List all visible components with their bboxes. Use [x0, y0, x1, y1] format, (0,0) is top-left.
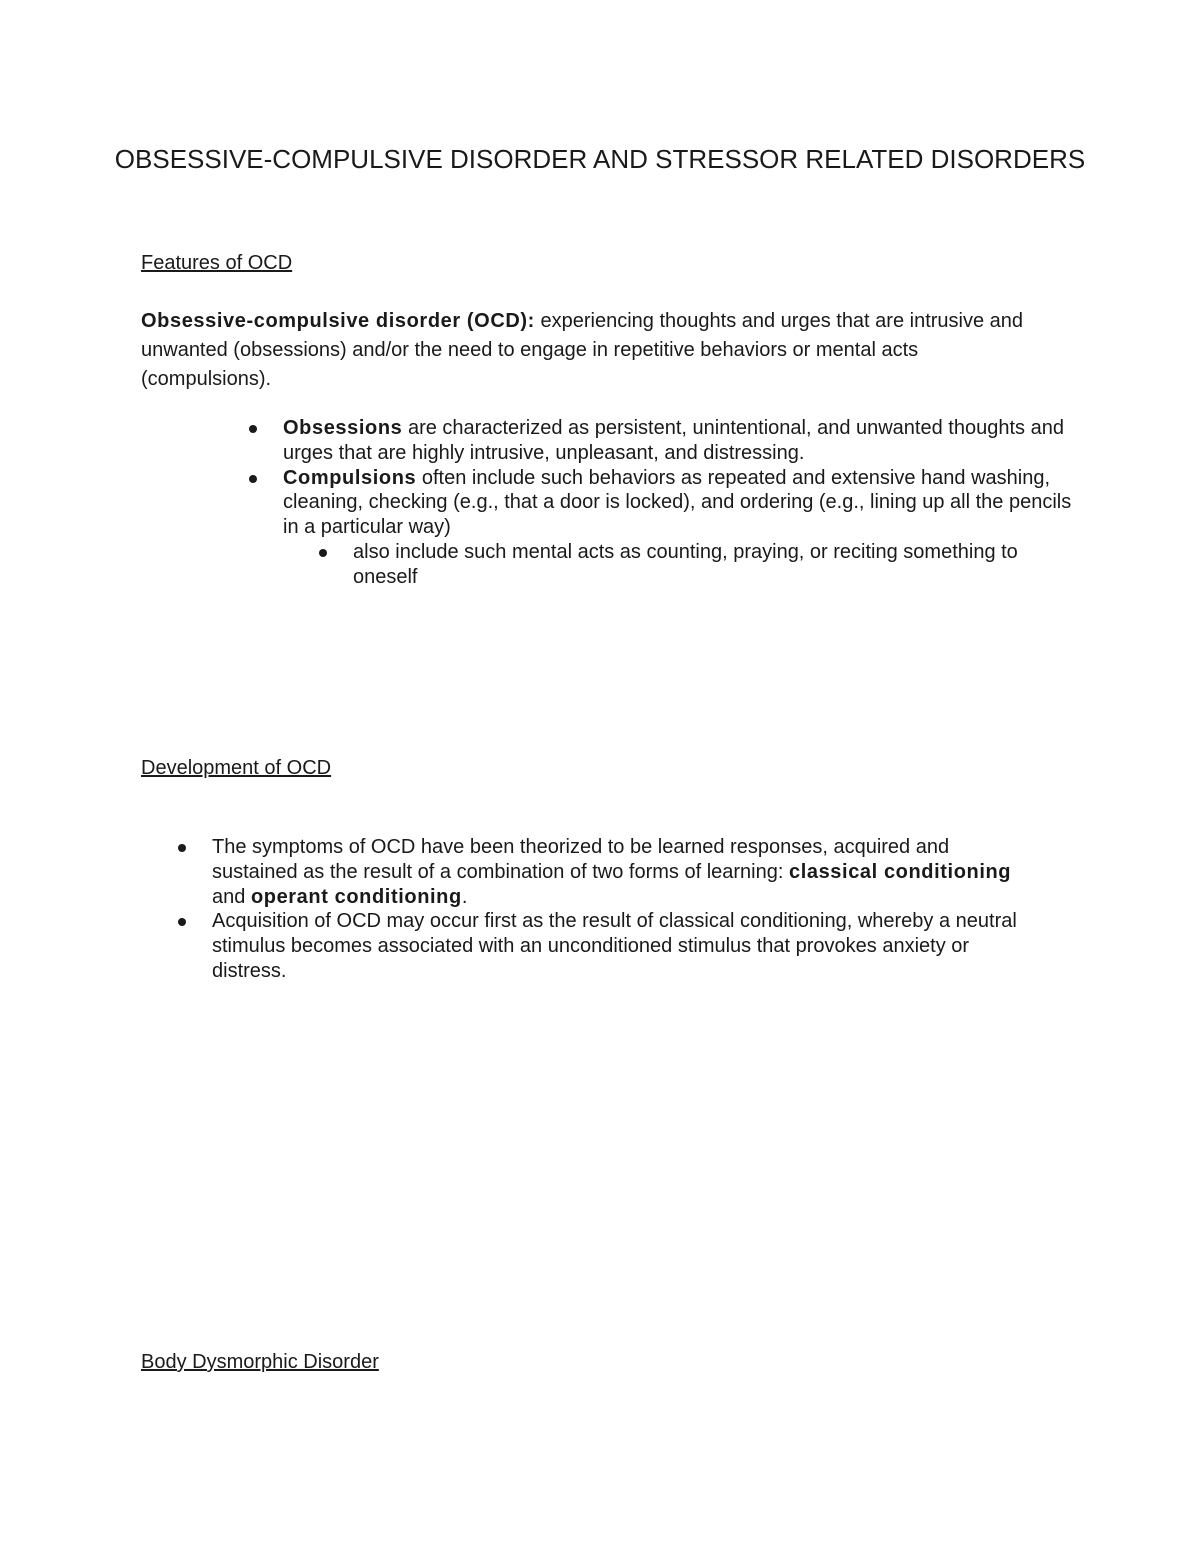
features-list — [283, 416, 1073, 590]
definition-term: Obsessive-compulsive disorder (OCD): — [141, 310, 535, 332]
bullet-dot — [178, 918, 186, 926]
list-item-compulsions — [283, 466, 1073, 590]
list-item-acquisition — [212, 909, 1032, 983]
bullet-text: and — [212, 885, 251, 908]
bullet-term-operant: operant conditioning — [250, 885, 462, 908]
bullet-dot — [178, 844, 186, 852]
section-heading-features: Features of OCD — [141, 252, 293, 274]
bullet-text: Acquisition of OCD may occur first as the result of classical conditioning, whereby a neutral stimulus becomes associated with an unconditioned stimulus that provokes anxiety or distress. — [212, 910, 1017, 982]
bullet-dot — [249, 425, 257, 433]
bullet-dot — [249, 475, 257, 483]
bullet-text: . — [461, 885, 468, 908]
bullet-text: The symptoms of OCD have been theorized to be learned responses, acquired and sustained as the result of a combination of two forms of learning: — [212, 836, 950, 883]
bullet-text: are characterized as persistent, unintentional, and unwanted thoughts and urges that are highly intrusive, unpleasant, and distressing. — [283, 417, 1064, 464]
list-item-learned-responses — [212, 835, 1032, 909]
bullet-text: often include such behaviors as repeated and extensive hand washing, cleaning, checking (e.g., that a door is locked), and ordering (e.g., lining up all the pencils in a particular way) — [283, 466, 1072, 539]
development-list — [212, 835, 1032, 984]
section-heading-body-dysmorphic: Body Dysmorphic Disorder — [141, 1351, 379, 1373]
bullet-term: Obsessions — [283, 417, 403, 439]
sub-bullet-text: also include such mental acts as counting, praying, or reciting something to oneself — [353, 540, 1018, 588]
compulsions-sublist — [283, 540, 1073, 590]
ocd-definition — [141, 307, 1041, 394]
document-title: OBSESSIVE-COMPULSIVE DISORDER AND STRESSOR RELATED DISORDERS — [114, 144, 1086, 174]
definition-text: experiencing thoughts and urges that are intrusive and unwanted (obsessions) and/or the need to engage in repetitive behaviors or mental acts (compulsions). — [141, 310, 1024, 390]
sub-list-item-mental-acts — [353, 540, 1073, 590]
section-heading-development: Development of OCD — [141, 757, 332, 779]
bullet-dot — [319, 549, 327, 557]
bullet-term-classical: classical conditioning — [788, 860, 1012, 883]
bullet-term: Compulsions — [283, 466, 417, 489]
list-item-obsessions — [283, 416, 1073, 466]
